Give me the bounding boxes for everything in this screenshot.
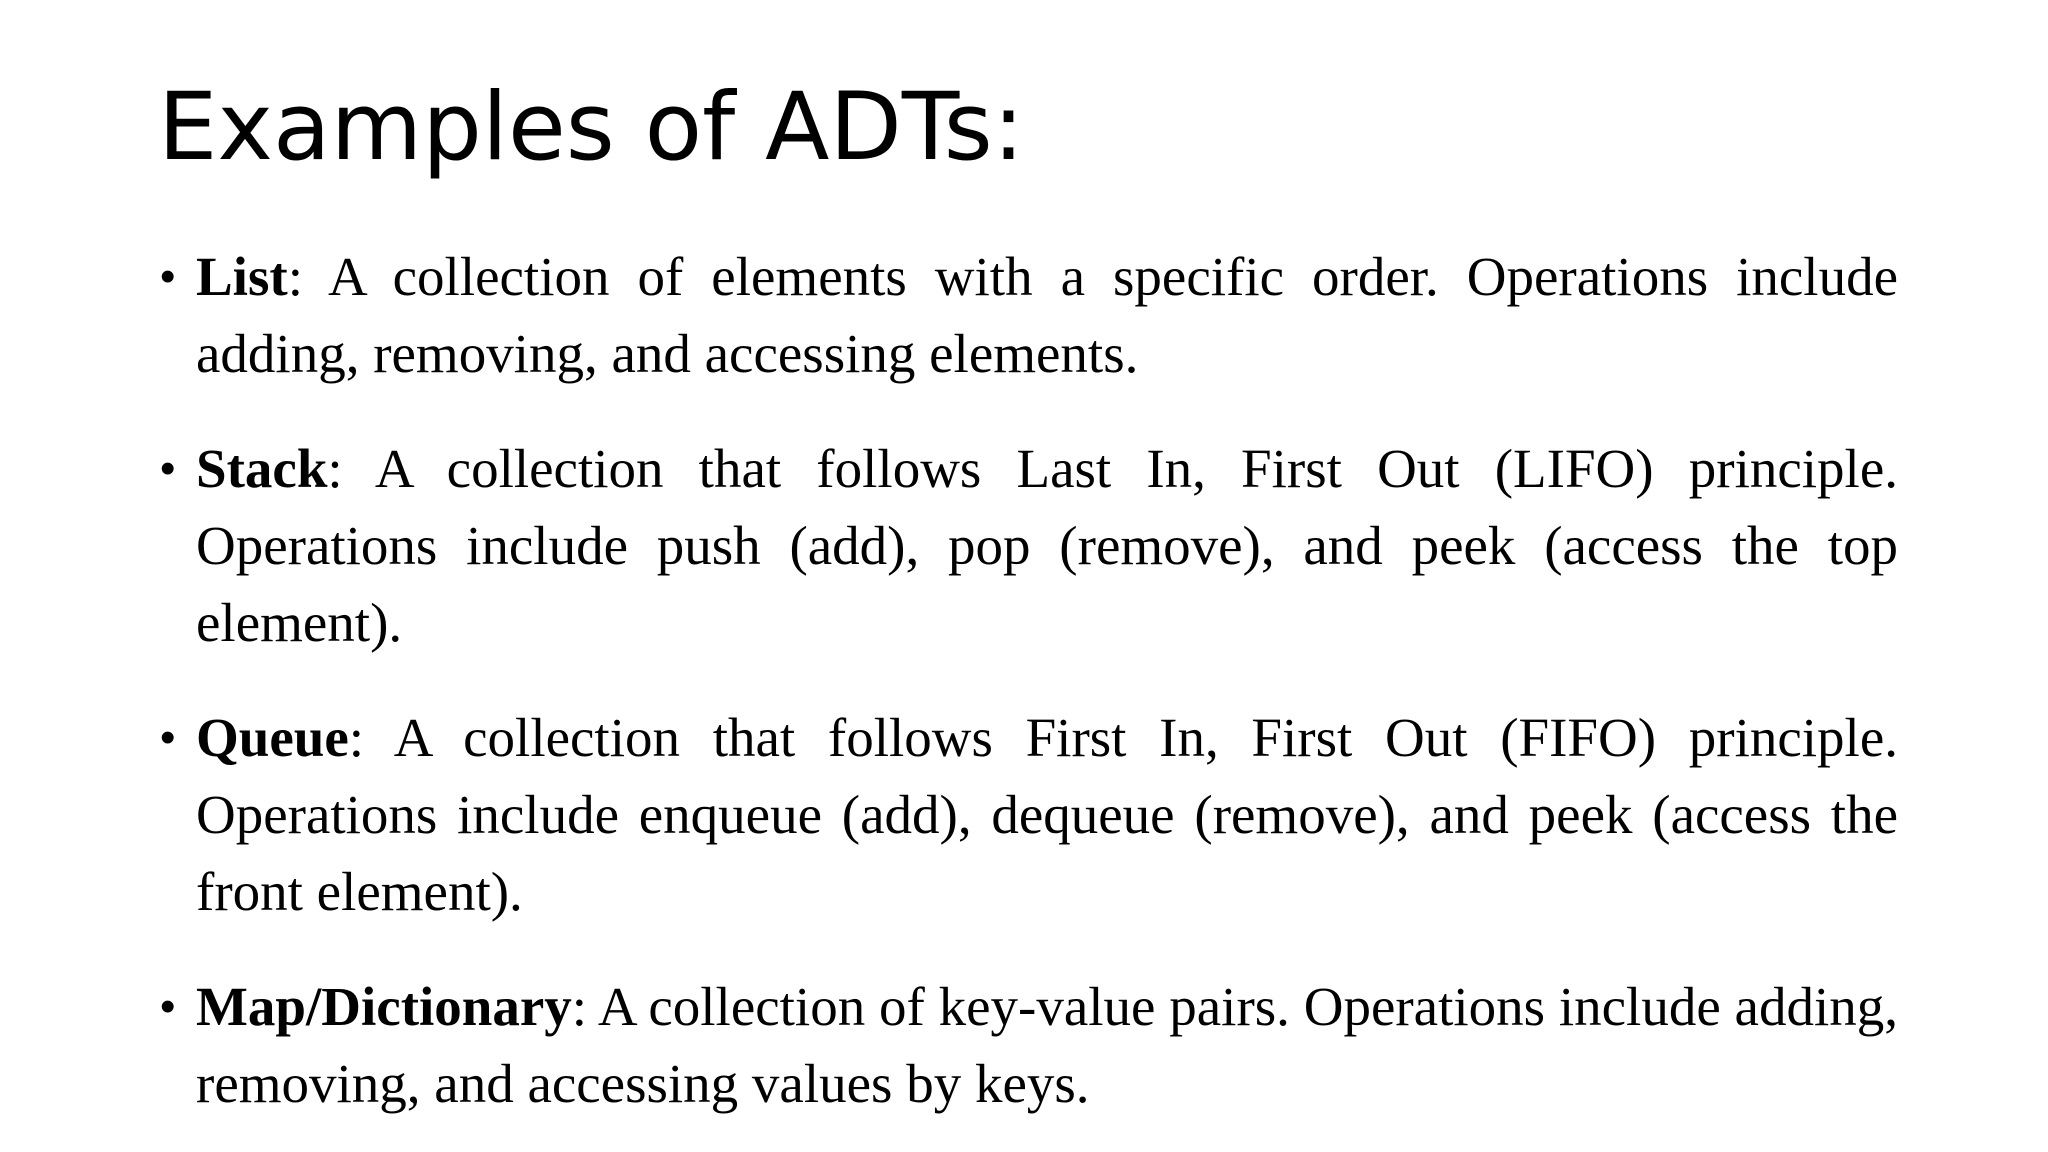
bullet-term: Stack bbox=[196, 438, 328, 499]
bullet-icon: • bbox=[160, 252, 176, 301]
bullet-term: Queue bbox=[196, 707, 349, 768]
slide-title: Examples of ADTs: bbox=[158, 73, 1025, 182]
bullet-description: : A collection that follows First In, First Out (FIFO) principle. Operations include enqueue (add), dequeue (remove), and peek (access the front element). bbox=[196, 707, 1898, 922]
bullet-description: : A collection that follows Last In, First Out (LIFO) principle. Operations include push (add), pop (remove), and peek (access the top element). bbox=[196, 438, 1898, 653]
bullet-description: : A collection of elements with a specific order. Operations include adding, removing, and accessing elements. bbox=[196, 246, 1898, 384]
bullet-icon: • bbox=[160, 713, 176, 762]
bullet-icon: • bbox=[160, 982, 176, 1031]
bullet-item-stack bbox=[158, 430, 1898, 661]
bullet-item-map-dictionary bbox=[158, 968, 1898, 1122]
bullet-description: : A collection of key-value pairs. Operations include adding, removing, and accessing values by keys. bbox=[196, 976, 1898, 1114]
bullet-list bbox=[158, 238, 1898, 1122]
bullet-item-queue bbox=[158, 699, 1898, 930]
bullet-icon: • bbox=[160, 444, 176, 493]
bullet-item-list bbox=[158, 238, 1898, 392]
bullet-term: Map/Dictionary bbox=[196, 976, 572, 1037]
bullet-term: List bbox=[196, 246, 288, 307]
